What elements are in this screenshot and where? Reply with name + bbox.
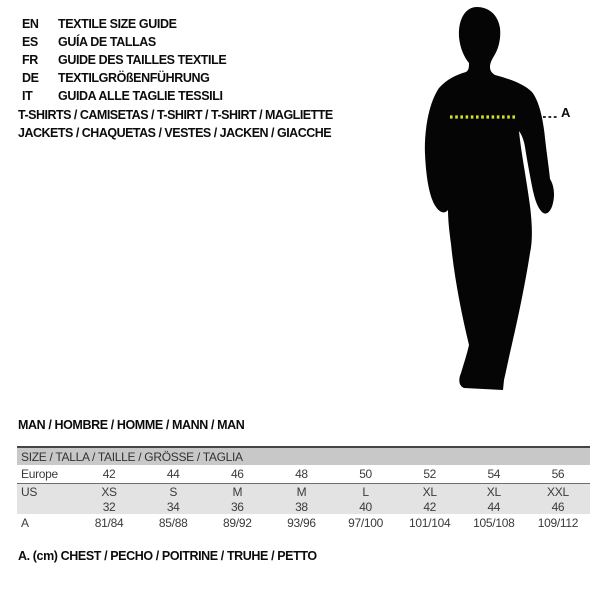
row-label: Europe xyxy=(17,465,77,484)
language-code: EN xyxy=(22,17,39,31)
language-list xyxy=(22,15,226,105)
table-cell: 32 xyxy=(77,500,141,514)
table-cell: 36 xyxy=(205,500,269,514)
language-label: TEXTILE SIZE GUIDE xyxy=(58,17,177,31)
language-row-es xyxy=(22,33,226,51)
table-row-us-numeric xyxy=(17,500,590,514)
table-cell: 81/84 xyxy=(77,514,141,531)
language-row-de xyxy=(22,69,226,87)
table-cell: 109/112 xyxy=(526,514,590,531)
table-cell: 56 xyxy=(526,465,590,484)
section-title-man: MAN / HOMBRE / HOMME / MANN / MAN xyxy=(18,418,245,432)
table-cell: 85/88 xyxy=(141,514,205,531)
size-table xyxy=(17,446,590,531)
size-table-title: SIZE / TALLA / TAILLE / GRÖSSE / TAGLIA xyxy=(17,447,590,465)
table-cell: XS xyxy=(77,484,141,501)
language-code: ES xyxy=(22,35,38,49)
table-cell: 46 xyxy=(205,465,269,484)
language-label: TEXTILGRÖßENFÜHRUNG xyxy=(58,71,210,85)
table-cell: L xyxy=(334,484,398,501)
language-label: GUIDE DES TAILLES TEXTILE xyxy=(58,53,227,67)
man-silhouette xyxy=(398,4,571,402)
table-cell: 42 xyxy=(398,500,462,514)
table-cell: 89/92 xyxy=(205,514,269,531)
table-cell: 93/96 xyxy=(269,514,333,531)
table-cell: 97/100 xyxy=(334,514,398,531)
row-label: US xyxy=(17,484,77,501)
table-cell: M xyxy=(205,484,269,501)
language-row-fr xyxy=(22,51,226,69)
table-cell: 38 xyxy=(269,500,333,514)
table-cell: 40 xyxy=(334,500,398,514)
table-cell: S xyxy=(141,484,205,501)
table-cell: 44 xyxy=(141,465,205,484)
table-cell: 48 xyxy=(269,465,333,484)
language-code: FR xyxy=(22,53,38,67)
language-code: IT xyxy=(22,89,33,103)
table-cell: XL xyxy=(462,484,526,501)
measure-label-a: A xyxy=(561,105,571,120)
table-cell: M xyxy=(269,484,333,501)
language-label: GUÍA DE TALLAS xyxy=(58,35,156,49)
table-cell: 44 xyxy=(462,500,526,514)
table-row-us xyxy=(17,484,590,501)
language-code: DE xyxy=(22,71,39,85)
row-label: A xyxy=(17,514,77,531)
table-cell: 42 xyxy=(77,465,141,484)
measurement-footnote: A. (cm) CHEST / PECHO / POITRINE / TRUHE / PETTO xyxy=(18,549,317,563)
man-body-shape xyxy=(425,7,554,390)
category-line-jackets: JACKETS / CHAQUETAS / VESTES / JACKEN / GIACCHE xyxy=(18,126,332,140)
table-cell: XXL xyxy=(526,484,590,501)
table-cell: 54 xyxy=(462,465,526,484)
table-cell: 52 xyxy=(398,465,462,484)
garment-categories xyxy=(18,106,333,142)
language-row-it xyxy=(22,87,226,105)
table-row-chest-cm xyxy=(17,514,590,531)
category-line-tshirts: T-SHIRTS / CAMISETAS / T-SHIRT / T-SHIRT / MAGLIETTE xyxy=(18,108,333,122)
row-label xyxy=(17,500,77,514)
table-cell: 46 xyxy=(526,500,590,514)
table-row-europe xyxy=(17,465,590,484)
table-cell: 50 xyxy=(334,465,398,484)
table-cell: 105/108 xyxy=(462,514,526,531)
language-label: GUIDA ALLE TAGLIE TESSILI xyxy=(58,89,223,103)
language-row-en xyxy=(22,15,226,33)
table-cell: 34 xyxy=(141,500,205,514)
table-cell: 101/104 xyxy=(398,514,462,531)
size-table-header-row xyxy=(17,447,590,465)
table-cell: XL xyxy=(398,484,462,501)
